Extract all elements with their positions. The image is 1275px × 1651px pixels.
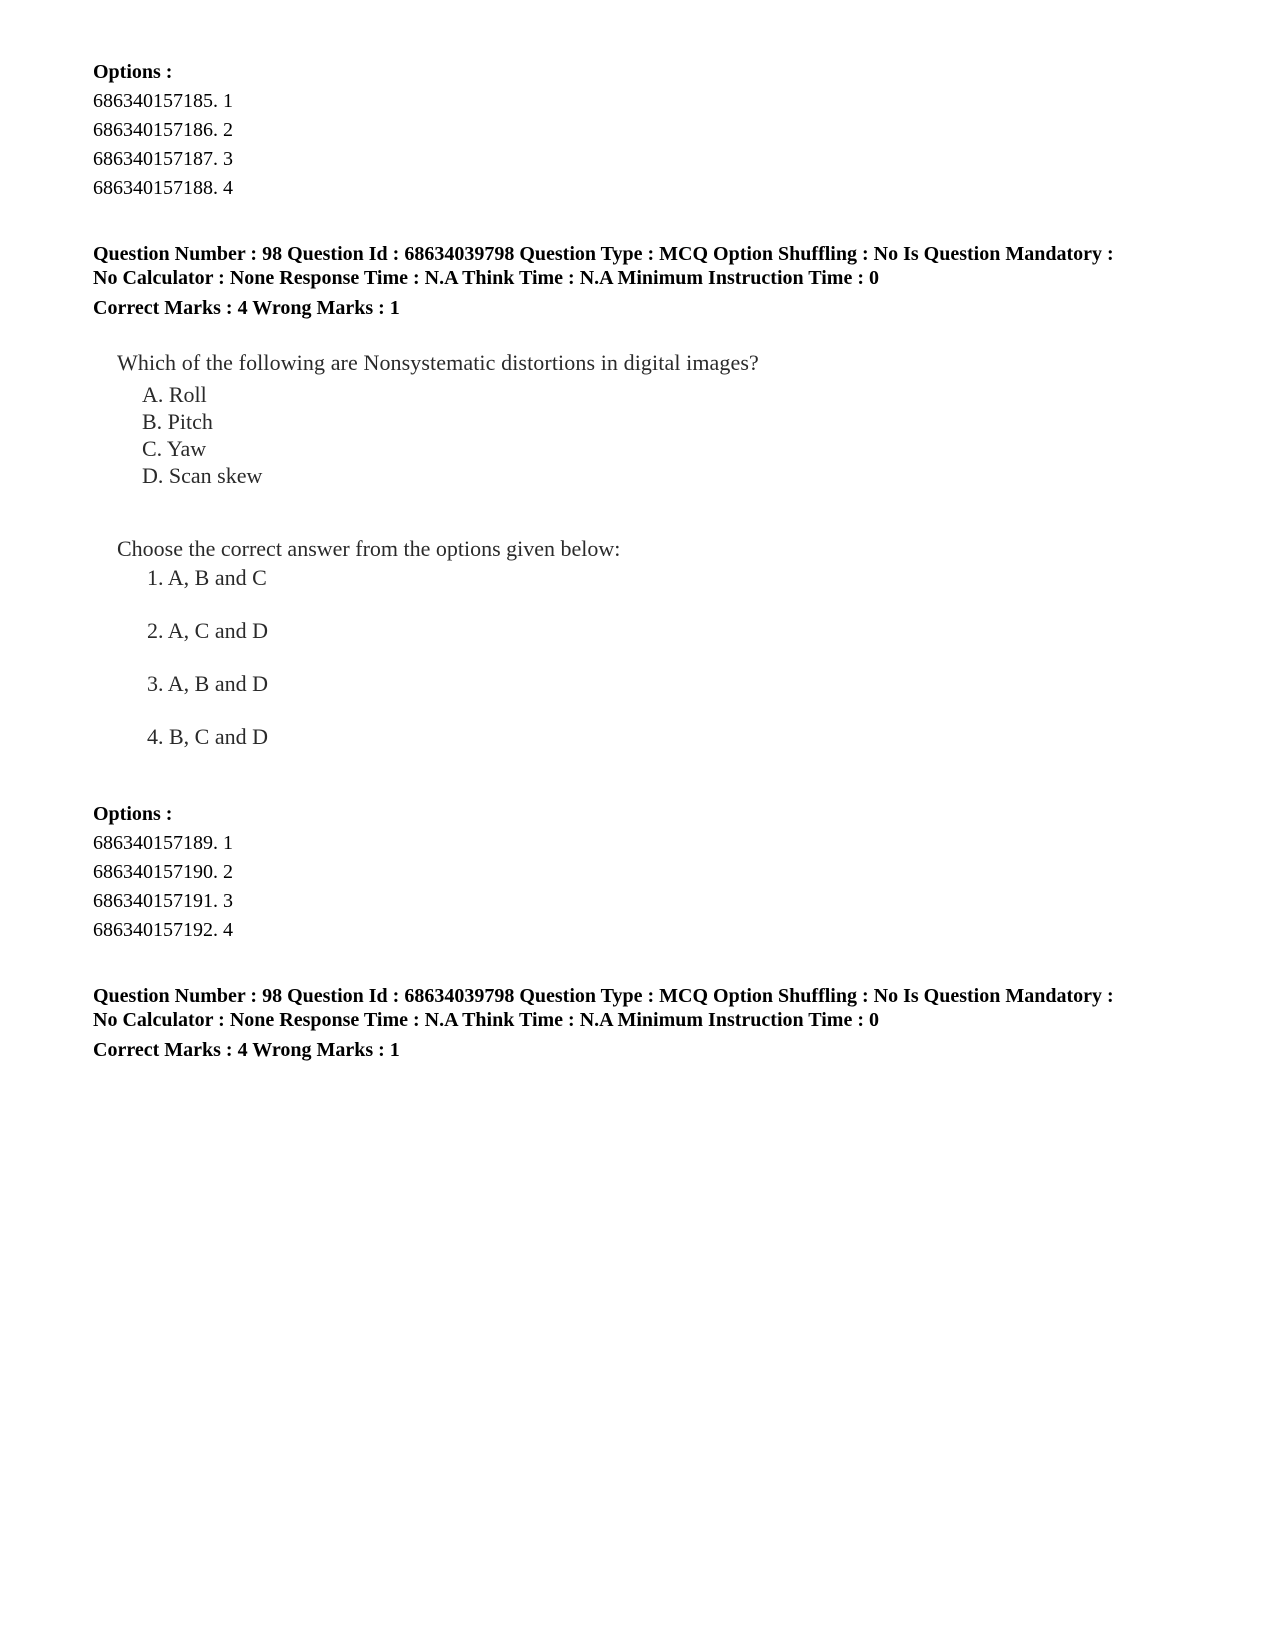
options-heading: Options :: [93, 803, 173, 825]
option-item: 686340157191. 3: [93, 890, 233, 912]
question-options-block: [93, 800, 693, 945]
statement-item: B. Pitch: [142, 409, 213, 434]
statement-item: C. Yaw: [142, 436, 207, 461]
option-item: 686340157188. 4: [93, 177, 233, 199]
option-item: 686340157189. 1: [93, 832, 233, 854]
question-meta-line: No Calculator : None Response Time : N.A Think Time : N.A Minimum Instruction Time : 0: [93, 1009, 879, 1031]
option-item: 686340157192. 4: [93, 919, 233, 941]
question-marks: Correct Marks : 4 Wrong Marks : 1: [93, 1039, 400, 1061]
question-meta-line: Question Number : 98 Question Id : 68634039798 Question Type : MCQ Option Shuffling : No Is Question Mandatory :: [93, 985, 1114, 1007]
answer-choice: 3. A, B and D: [147, 671, 268, 696]
answer-choice: 1. A, B and C: [147, 565, 267, 590]
question-meta-line: No Calculator : None Response Time : N.A Think Time : N.A Minimum Instruction Time : 0: [93, 267, 879, 289]
option-item: 686340157190. 2: [93, 861, 233, 883]
statement-item: A. Roll: [142, 382, 207, 407]
question-meta: [93, 242, 1213, 320]
question-image: [100, 338, 820, 788]
choose-instruction: Choose the correct answer from the options given below:: [117, 536, 621, 561]
option-item: 686340157186. 2: [93, 119, 233, 141]
question-marks: Correct Marks : 4 Wrong Marks : 1: [93, 297, 400, 319]
options-heading: Options :: [93, 61, 173, 83]
option-item: 686340157187. 3: [93, 148, 233, 170]
answer-choice: 2. A, C and D: [147, 618, 268, 643]
top-options-block: [93, 58, 693, 203]
answer-choice: 4. B, C and D: [147, 724, 268, 749]
next-question-meta: [93, 984, 1213, 1062]
question-meta-line: Question Number : 98 Question Id : 68634039798 Question Type : MCQ Option Shuffling : No Is Question Mandatory :: [93, 243, 1114, 265]
option-item: 686340157185. 1: [93, 90, 233, 112]
statement-item: D. Scan skew: [142, 463, 263, 488]
question-stem: Which of the following are Nonsystematic distortions in digital images?: [117, 350, 759, 375]
